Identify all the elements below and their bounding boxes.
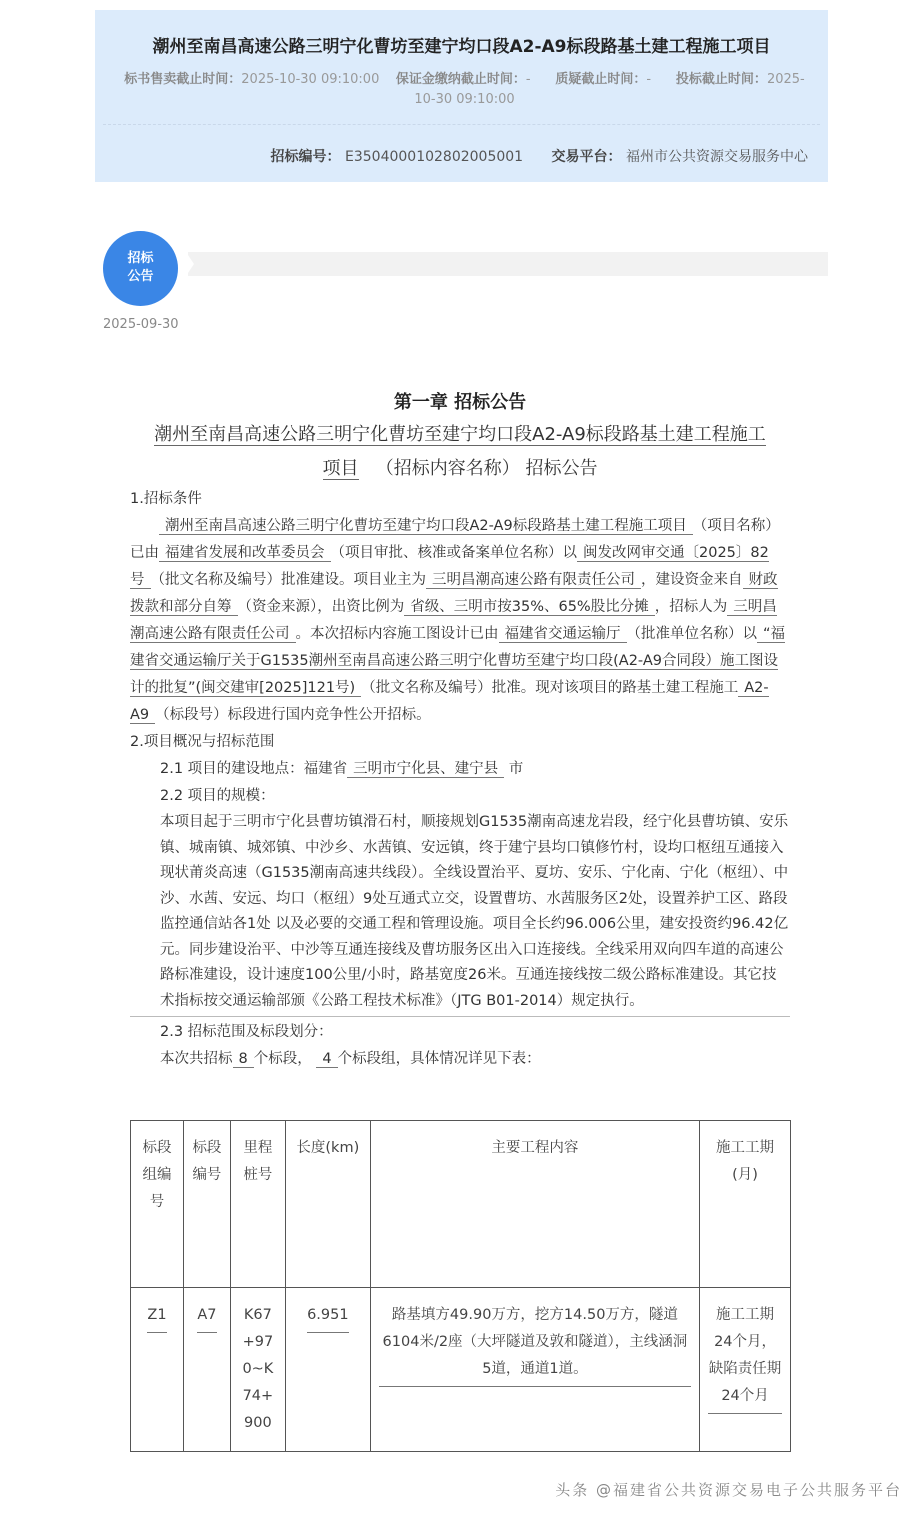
source-watermark: 头条 @福建省公共资源交易电子公共服务平台 xyxy=(555,1481,902,1499)
section-heading: 1.招标条件 xyxy=(130,491,202,507)
title-line: 潮州至南昌高速公路三明宁化曹坊至建宁均口段A2-A9标段路基土建工程施工 xyxy=(154,424,766,445)
paragraph-text: （项目名称）已由 xyxy=(130,518,780,561)
col-header: 里程桩号 xyxy=(230,1121,285,1288)
notice-title xyxy=(130,418,790,486)
table-header-row xyxy=(131,1121,791,1288)
cell-period xyxy=(700,1288,791,1452)
project-title: 潮州至南昌高速公路三明宁化曹坊至建宁均口段A2-A9标段路基土建工程施工项目 xyxy=(152,37,771,57)
lot-count: 8 xyxy=(233,1051,254,1068)
cell-content xyxy=(370,1288,699,1452)
meta-value: - xyxy=(646,72,652,87)
meta-label: 质疑截止时间： xyxy=(555,72,647,87)
col-header: 主要工程内容 xyxy=(370,1121,699,1288)
scope-text: 个标段， xyxy=(253,1051,312,1067)
filled-value: 省级、三明市按35%、65%股比分摊 xyxy=(404,599,654,616)
location-label: 2.1 项目的建设地点：福建省 xyxy=(160,761,348,777)
meta-label: 标书售卖截止时间： xyxy=(124,72,242,87)
location-value: 三明市宁化县、建宁县 xyxy=(347,761,504,778)
cell-text: 施工工期24个月，缺陷责任期24个月 xyxy=(708,1302,782,1414)
location-suffix: 市 xyxy=(508,761,524,777)
timeline-band xyxy=(188,252,828,276)
scope-heading: 2.3 招标范围及标段划分： xyxy=(160,1024,333,1040)
filled-value: 三明昌潮高速公路有限责任公司 xyxy=(426,572,641,589)
meta-value: 2025-10-30 09:10:00 xyxy=(241,72,380,87)
filled-value: 潮州至南昌高速公路三明宁化曹坊至建宁均口段A2-A9标段路基土建工程施工项目 xyxy=(159,518,693,535)
code-label: 招标编号： xyxy=(270,149,341,165)
filled-value: 财政拨款和部分自筹 xyxy=(130,572,778,615)
scope-line xyxy=(130,1046,790,1073)
filled-value: 三明昌潮高速公路有限责任公司 xyxy=(130,599,777,642)
paragraph-text: （资金来源），出资比例为 xyxy=(237,599,405,615)
cell-stake: K67+970~K74+900 xyxy=(230,1288,285,1452)
lots-table xyxy=(130,1120,791,1452)
announcement-date: 2025-09-30 xyxy=(103,317,179,332)
platform-name: 福州市公共资源交易服务中心 xyxy=(626,149,808,165)
scope-text: 本次共招标 xyxy=(160,1051,233,1067)
scale-paragraph: 本项目起于三明市宁化县曹坊镇滑石村，顺接规划G1535潮南高速龙岩段，经宁化县曹坊镇、安乐镇、城南镇、城郊镇、中沙乡、水茜镇、安远镇，终于建宁县均口镇修竹村，设均口枢纽互通接入现状莆炎高速（G1535潮南高速共线段）。全线设置治平、夏坊、安乐、宁化南、宁化（枢纽）、中沙、水茜、安远、均口（枢纽）9处互通式立交，设置曹坊、水茜服务区2处，设置养护工区、路段监控通信站各1处 以及必要的交通工程和管理设施。项目全长约96.006公里，建安投资约96.42亿元。同步建设治平、中沙等互通连接线及曹坊服务区出入口连接线。全线采用双向四车道的高速公路标准建设，设计速度100公里/小时，路基宽度26米。互通连接线按二级公路标准建设。其它技术指标按交通运输部颁《公路工程技术标准》（JTG B01-2014）规定执行。 xyxy=(130,810,790,1017)
title-suffix: （招标内容名称） 招标公告 xyxy=(375,458,598,479)
document-body xyxy=(130,388,790,1073)
meta-value: - xyxy=(525,72,531,87)
tender-code: E3504000102802005001 xyxy=(345,149,524,165)
col-header: 标段组编号 xyxy=(131,1121,184,1288)
location-line xyxy=(130,756,790,783)
cell-lot xyxy=(183,1288,230,1452)
paragraph-text: 。本次招标内容施工图设计已由 xyxy=(295,626,499,642)
cell-text: Z1 xyxy=(147,1302,166,1333)
cell-length xyxy=(285,1288,370,1452)
codes-row xyxy=(247,146,808,166)
filled-value: 闽发改网审交通〔2025〕82 号 xyxy=(130,545,769,588)
badge-line: 招标 xyxy=(127,251,154,266)
filled-value: 福建省交通运输厅 xyxy=(499,626,627,643)
title-line: 项目 xyxy=(322,458,359,479)
meta-label: 保证金缴纳截止时间： xyxy=(395,72,526,87)
cell-text: 6.951 xyxy=(307,1302,349,1333)
group-count: 4 xyxy=(316,1051,337,1068)
deadline-meta xyxy=(115,70,814,110)
meta-value: 2025-10-30 09:10:00 xyxy=(414,72,805,107)
col-header: 长度(km) xyxy=(285,1121,370,1288)
paragraph-text: ，建设资金来自 xyxy=(641,572,743,588)
section-heading: 2.项目概况与招标范围 xyxy=(130,734,275,750)
scope-text: 个标段组，具体情况详见下表： xyxy=(337,1051,541,1067)
platform-label: 交易平台： xyxy=(551,149,622,165)
paragraph-text: （批文名称及编号）批准。现对该项目的路基土建工程施工 xyxy=(361,680,739,696)
filled-value: 福建省发展和改革委员会 xyxy=(159,545,331,562)
paragraph-text: （批准单位名称）以 xyxy=(626,626,757,642)
divider xyxy=(103,124,820,125)
paragraph-text: （项目审批、核准或备案单位名称）以 xyxy=(330,545,577,561)
chapter-title: 第一章 招标公告 xyxy=(393,392,527,413)
table-row xyxy=(131,1288,791,1452)
cell-text: A7 xyxy=(197,1302,216,1333)
paragraph-text: （批文名称及编号）批准建设。项目业主为 xyxy=(150,572,426,588)
paragraph-text: （标段号）标段进行国内竞争性公开招标。 xyxy=(155,707,431,723)
project-header xyxy=(95,10,828,182)
col-header: 标段编号 xyxy=(183,1121,230,1288)
badge-line: 公告 xyxy=(127,269,154,284)
col-header: 施工工期(月) xyxy=(700,1121,791,1288)
scale-heading: 2.2 项目的规模： xyxy=(160,788,275,804)
cell-group xyxy=(131,1288,184,1452)
cell-text: 路基填方49.90万方，挖方14.50万方，隧道6104米/2座（大坪隧道及敦和隧道），主线涵洞5道，通道1道。 xyxy=(379,1302,691,1387)
announcement-badge[interactable] xyxy=(103,231,178,306)
filled-value: “福建省交通运输厅关于G1535潮州至南昌高速公路三明宁化曹坊至建宁均口段(A2-A9合同段）施工图设计的批复”(闽交建审[2025]121号) xyxy=(130,626,786,696)
filled-value: A2-A9 xyxy=(130,680,769,723)
meta-label: 投标截止时间： xyxy=(675,72,767,87)
tender-conditions-paragraph xyxy=(130,513,790,729)
paragraph-text: ，招标人为 xyxy=(654,599,728,615)
